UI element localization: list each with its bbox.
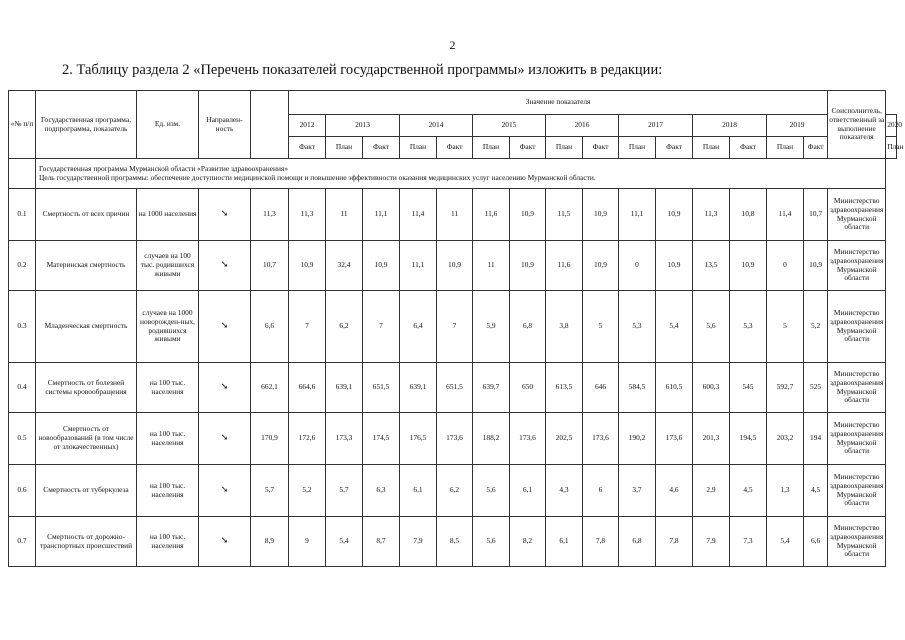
value-cell: 8,5 — [437, 517, 473, 567]
value-cell: 4,5 — [804, 465, 828, 517]
value-cell: 6,2 — [326, 291, 363, 363]
header-num: «№ п/п — [9, 91, 36, 159]
value-cell: 6,4 — [400, 291, 437, 363]
value-cell: 11,1 — [363, 189, 400, 241]
value-cell: 6,3 — [363, 465, 400, 517]
table-row — [9, 517, 897, 567]
value-cell: 5 — [583, 291, 619, 363]
year-2020: 2020 — [886, 115, 897, 137]
fact-label: Факт — [583, 137, 619, 159]
value-cell: 5,6 — [693, 291, 730, 363]
value-cell: 10,7 — [804, 189, 828, 241]
year-2015: 2015 — [473, 115, 546, 137]
value-cell: 6,1 — [400, 465, 437, 517]
value-cell: 545 — [730, 363, 767, 413]
value-cell: 1,3 — [767, 465, 804, 517]
row-number: 0.2 — [9, 241, 36, 291]
year-2014: 2014 — [400, 115, 473, 137]
value-cell: 203,2 — [767, 413, 804, 465]
year-2013: 2013 — [326, 115, 400, 137]
value-cell: 662,1 — [251, 363, 289, 413]
value-cell: 173,6 — [656, 413, 693, 465]
value-cell: 173,6 — [583, 413, 619, 465]
indicator-name: Материнская смертность — [36, 241, 137, 291]
year-2016: 2016 — [546, 115, 619, 137]
direction-cell — [199, 465, 251, 517]
value-cell: 639,1 — [400, 363, 437, 413]
value-cell: 6,1 — [510, 465, 546, 517]
value-cell: 0 — [619, 241, 656, 291]
indicator-name: Смертность от туберкулеза — [36, 465, 137, 517]
header-unit: Ед. изм. — [137, 91, 199, 159]
indicators-table — [8, 90, 904, 567]
value-cell: 11,6 — [473, 189, 510, 241]
value-cell: 8,7 — [363, 517, 400, 567]
indicator-name: Смертность от дорожно-транспортных происшествий — [36, 517, 137, 567]
table-row — [9, 291, 897, 363]
value-cell: 6,8 — [510, 291, 546, 363]
value-cell: 5 — [767, 291, 804, 363]
year-2018: 2018 — [693, 115, 767, 137]
indicator-name: Смертность от всех причин — [36, 189, 137, 241]
value-cell: 7,9 — [693, 517, 730, 567]
value-cell: 0 — [767, 241, 804, 291]
year-2012: 2012 — [289, 115, 326, 137]
executor-cell: Министерство здравоохранения Мурманской области — [828, 465, 886, 517]
year-2017: 2017 — [619, 115, 693, 137]
value-cell: 8,2 — [510, 517, 546, 567]
value-cell: 13,5 — [693, 241, 730, 291]
value-cell: 592,7 — [767, 363, 804, 413]
value-cell: 7 — [289, 291, 326, 363]
direction-cell — [199, 517, 251, 567]
value-cell: 6,1 — [546, 517, 583, 567]
value-cell: 201,3 — [693, 413, 730, 465]
down-right-arrow-icon: ➘ — [220, 433, 229, 444]
value-cell: 173,6 — [510, 413, 546, 465]
value-cell: 10,7 — [251, 241, 289, 291]
value-cell: 584,5 — [619, 363, 656, 413]
value-cell: 10,9 — [437, 241, 473, 291]
indicator-name: Смертность от новообразований (в том числе от злокачественных) — [36, 413, 137, 465]
fact-label: Факт — [437, 137, 473, 159]
value-cell: 650 — [510, 363, 546, 413]
value-cell: 10,9 — [510, 241, 546, 291]
value-cell: 6,6 — [804, 517, 828, 567]
section-heading: 2. Таблицу раздела 2 «Перечень показателей государственной программы» изложить в редакции: — [62, 62, 663, 78]
value-cell: 5,4 — [326, 517, 363, 567]
value-cell: 4,5 — [730, 465, 767, 517]
value-cell: 11,1 — [619, 189, 656, 241]
executor-cell: Министерство здравоохранения Мурманской области — [828, 189, 886, 241]
value-cell: 10,9 — [804, 241, 828, 291]
value-cell: 5,7 — [251, 465, 289, 517]
value-cell: 11,3 — [693, 189, 730, 241]
value-cell: 5,4 — [656, 291, 693, 363]
indicator-unit: на 100 тыс. населения — [137, 363, 199, 413]
value-cell: 10,9 — [510, 189, 546, 241]
plan-label: План — [473, 137, 510, 159]
table-row — [9, 413, 897, 465]
value-cell: 639,1 — [326, 363, 363, 413]
value-cell: 10,9 — [583, 241, 619, 291]
row-number: 0.4 — [9, 363, 36, 413]
value-cell: 639,7 — [473, 363, 510, 413]
value-cell: 651,5 — [437, 363, 473, 413]
table-row — [9, 465, 897, 517]
value-cell: 11,1 — [400, 241, 437, 291]
plan-label: План — [546, 137, 583, 159]
executor-cell: Министерство здравоохранения Мурманской области — [828, 363, 886, 413]
value-cell: 173,6 — [437, 413, 473, 465]
indicator-name: Смертность от болезней системы кровообращения — [36, 363, 137, 413]
plan-label: План — [767, 137, 804, 159]
row-number: 0.7 — [9, 517, 36, 567]
value-cell: 188,2 — [473, 413, 510, 465]
value-cell: 5,6 — [473, 465, 510, 517]
down-right-arrow-icon: ➘ — [220, 321, 229, 332]
header-value-group: Значение показателя — [289, 91, 828, 115]
value-cell: 11,3 — [289, 189, 326, 241]
value-cell: 5,3 — [730, 291, 767, 363]
value-cell: 202,5 — [546, 413, 583, 465]
value-cell: 664,6 — [289, 363, 326, 413]
value-cell: 651,5 — [363, 363, 400, 413]
value-cell: 9 — [289, 517, 326, 567]
value-cell: 5,3 — [619, 291, 656, 363]
value-cell: 613,5 — [546, 363, 583, 413]
fact-label: Факт — [730, 137, 767, 159]
value-cell: 5,6 — [473, 517, 510, 567]
value-cell: 5,2 — [289, 465, 326, 517]
executor-cell: Министерство здравоохранения Мурманской области — [828, 517, 886, 567]
value-cell: 4,6 — [656, 465, 693, 517]
down-right-arrow-icon: ➘ — [220, 260, 229, 271]
indicator-unit: на 1000 населения — [137, 189, 199, 241]
plan-label: План — [326, 137, 363, 159]
plan-label: План — [619, 137, 656, 159]
direction-cell — [199, 291, 251, 363]
page-number: 2 — [449, 38, 456, 52]
value-cell: 194,5 — [730, 413, 767, 465]
value-cell: 610,5 — [656, 363, 693, 413]
table-row — [9, 363, 897, 413]
down-right-arrow-icon: ➘ — [220, 536, 229, 547]
value-cell: 7,8 — [583, 517, 619, 567]
indicator-unit: случаев на 100 тыс. родившихся живыми — [137, 241, 199, 291]
executor-cell: Министерство здравоохранения Мурманской области — [828, 413, 886, 465]
program-title: Государственная программа Мурманской области «Развитие здравоохранения» — [39, 163, 289, 173]
value-cell: 3,7 — [619, 465, 656, 517]
program-goal: Цель государственной программы: обеспечение доступности медицинской помощи и повышение эффективности оказания медицинских услуг населению Мурманской области. — [39, 172, 596, 182]
value-cell: 7 — [363, 291, 400, 363]
indicator-name: Младенческая смертность — [36, 291, 137, 363]
value-cell: 646 — [583, 363, 619, 413]
down-right-arrow-icon: ➘ — [220, 382, 229, 393]
value-cell: 7,8 — [656, 517, 693, 567]
fact-label: Факт — [289, 137, 326, 159]
value-cell: 194 — [804, 413, 828, 465]
value-cell: 11,5 — [546, 189, 583, 241]
value-cell: 190,2 — [619, 413, 656, 465]
value-cell: 11 — [437, 189, 473, 241]
value-cell: 7,3 — [730, 517, 767, 567]
value-cell: 10,9 — [730, 241, 767, 291]
value-cell: 5,4 — [767, 517, 804, 567]
value-cell: 10,9 — [363, 241, 400, 291]
value-cell: 10,8 — [730, 189, 767, 241]
value-cell: 600,3 — [693, 363, 730, 413]
value-cell: 172,6 — [289, 413, 326, 465]
row-number: 0.1 — [9, 189, 36, 241]
header-executor: Соисполнитель, ответственный за выполнение показателя — [828, 91, 886, 159]
value-cell: 173,3 — [326, 413, 363, 465]
indicator-unit: на 100 тыс. населения — [137, 465, 199, 517]
row-number: 0.5 — [9, 413, 36, 465]
value-cell: 11,4 — [400, 189, 437, 241]
value-cell: 3,8 — [546, 291, 583, 363]
value-cell: 174,5 — [363, 413, 400, 465]
indicator-unit: на 100 тыс. населения — [137, 517, 199, 567]
indicator-unit: на 100 тыс. населения — [137, 413, 199, 465]
value-cell: 6,6 — [251, 291, 289, 363]
direction-cell — [199, 363, 251, 413]
plan-label: План — [886, 137, 897, 159]
table-row — [9, 189, 897, 241]
value-cell: 10,9 — [656, 189, 693, 241]
header-spacer — [251, 91, 289, 159]
row-number: 0.6 — [9, 465, 36, 517]
executor-cell: Министерство здравоохранения Мурманской области — [828, 241, 886, 291]
value-cell: 32,4 — [326, 241, 363, 291]
header-direction: Направлен-ность — [199, 91, 251, 159]
value-cell: 6 — [583, 465, 619, 517]
fact-label: Факт — [510, 137, 546, 159]
goal-num-cell — [9, 159, 36, 189]
value-cell: 11,3 — [251, 189, 289, 241]
value-cell: 11 — [473, 241, 510, 291]
value-cell: 6,2 — [437, 465, 473, 517]
fact-label: Факт — [363, 137, 400, 159]
value-cell: 10,9 — [583, 189, 619, 241]
down-right-arrow-icon: ➘ — [220, 485, 229, 496]
table-row — [9, 241, 897, 291]
fact-label: Факт — [804, 137, 828, 159]
direction-cell — [199, 189, 251, 241]
direction-cell — [199, 413, 251, 465]
year-2019: 2019 — [767, 115, 828, 137]
executor-cell: Министерство здравоохранения Мурманской области — [828, 291, 886, 363]
header-program: Государственная программа, подпрограмма, показатель — [36, 91, 137, 159]
program-goal-cell — [36, 159, 886, 189]
value-cell: 6,8 — [619, 517, 656, 567]
down-right-arrow-icon: ➘ — [220, 209, 229, 220]
direction-cell — [199, 241, 251, 291]
value-cell: 170,9 — [251, 413, 289, 465]
value-cell: 5,2 — [804, 291, 828, 363]
fact-label: Факт — [656, 137, 693, 159]
value-cell: 525 — [804, 363, 828, 413]
value-cell: 2,9 — [693, 465, 730, 517]
value-cell: 8,9 — [251, 517, 289, 567]
value-cell: 11,4 — [767, 189, 804, 241]
value-cell: 5,7 — [326, 465, 363, 517]
indicator-unit: случаев на 1000 новорожден-ных, родившихся живыми — [137, 291, 199, 363]
plan-label: План — [693, 137, 730, 159]
value-cell: 10,9 — [656, 241, 693, 291]
value-cell: 7,9 — [400, 517, 437, 567]
value-cell: 11,6 — [546, 241, 583, 291]
value-cell: 176,5 — [400, 413, 437, 465]
value-cell: 11 — [326, 189, 363, 241]
value-cell: 7 — [437, 291, 473, 363]
plan-label: План — [400, 137, 437, 159]
row-number: 0.3 — [9, 291, 36, 363]
value-cell: 4,3 — [546, 465, 583, 517]
value-cell: 5,9 — [473, 291, 510, 363]
value-cell: 10,9 — [289, 241, 326, 291]
